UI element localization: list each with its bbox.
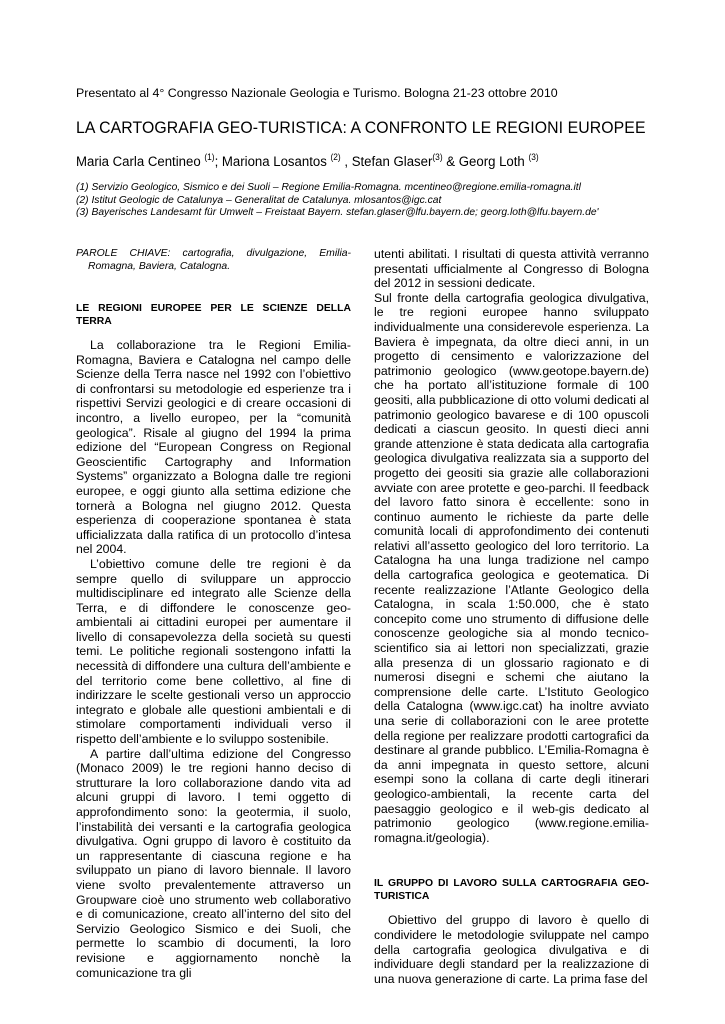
affiliation-line: (1) Servizio Geologico, Sismico e dei Suoli – Regione Emilia-Romagna. mcentineo@regione.emilia-romagna.itl — [76, 182, 581, 193]
keywords: PAROLE CHIAVE: cartografia, divulgazione, Emilia-Romagna, Baviera, Catalogna. — [76, 248, 351, 272]
author-name: Maria Carla Centineo — [76, 154, 205, 170]
affiliations — [76, 182, 599, 220]
author-affiliation-mark: (2) — [330, 152, 341, 162]
body-paragraph: utenti abilitati. I risultati di questa attività verranno presentati ufficialmente al Congresso di Bologna del 2012 in sessioni dedicate. — [374, 247, 649, 291]
author-list — [76, 152, 539, 170]
affiliation-line: (2) Istitut Geologic de Catalunya – Generalitat de Catalunya. mlosantos@igc.cat — [76, 194, 442, 206]
body-paragraph: Sul fronte della cartografia geologica divulgativa, le tre regioni europee hanno sviluppato individualmente una considerevole esperienza. La Baviera è impegnata, da oltre dieci anni, in un progetto di censimento e valorizzazione del patrimonio geologico (www.geotope.bayern.de) che ha portato all’istituzione formale di 100 geositi, alla pubblicazione di otto volumi dedicati al patrimonio geologico bavarese e di 100 opuscoli dedicati a ciascun geosito. In questi dieci anni grande attenzione è stata dedicata alla cartografia geologica divulgativa realizzata sia a supporto del progetto dei geositi sia grazie alle collaborazioni avviate con aree protette e geo-parchi. Il feedback del lavoro fatto sinora è eccellente: sono in continuo aumento le richieste da parte delle comunità locali di approfondimento dei contenuti relativi all’assetto geologico del loro territorio. La Catalogna ha una lunga tradizione nel campo della cartografica geologica e geotematica. Di recente realizzazione l’Atlante Geologico della Catalogna, in scala 1:50.000, che è stato concepito come uno strumento di diffusione delle conoscenze geologiche sia al mondo tecnico-scientifico sia ai lettori non specializzati, grazie alla presenza di un glossario ragionato e di numerosi disegni e schemi che aiutano la comprensione delle carte. L’Istituto Geologico della Catalogna (www.igc.cat) ha inoltre avviato una serie di collaborazioni con le aree protette della regione per realizzare prodotti cartografici da destinare al grande pubblico. L’Emilia-Romagna è da anni impegnata in questo settore, alcuni esempi sono la collana di carte degli itinerari geologico-ambientali, la recente carta del paesaggio geologico e il web-gis dedicato al patrimonio geologico (www.regione.emilia-romagna.it/geologia). — [374, 290, 649, 845]
author-separator: , — [340, 154, 352, 170]
author-name: Stefan Glaser — [351, 154, 433, 170]
body-paragraph: A partire dall’ultima edizione del Congresso (Monaco 2009) le tre regioni hanno deciso di strutturare la loro collaborazione dando vita ad alcuni gruppi di lavoro. I temi oggetto di approfondimento sono: la geotermia, il suolo, l’instabilità dei versanti e la cartografia geologica divulgativa. Ogni gruppo di lavoro è costituito da un rappresentante di ciascuna regione e ha sviluppato un piano di lavoro biennale. Il lavoro viene svolto prevalentemente attraverso un Groupware cioè uno strumento web collaborativo e di comunicazione, creato all’interno del sito del Servizio Geologico Sismico e dei Suoli, che permette lo scambio di documenti, la loro revisione e aggiornamento nonchè la comunicazione tra gli — [76, 746, 351, 980]
author-separator: ; — [214, 154, 222, 170]
author-affiliation-mark: (3) — [528, 152, 539, 162]
section-heading: IL GRUPPO DI LAVORO SULLA CARTOGRAFIA GEO-TURISTICA — [374, 878, 649, 903]
body-paragraph: L’obiettivo comune delle tre regioni è da sempre quello di sviluppare un approccio multidisciplinare ed integrato alle Scienze della Terra, e di diffondere le conoscenze geo-ambientali ai cittadini europei per aumentare il livello di consapevolezza della società su questi temi. Le politiche regionali sostengono infatti la necessità di diffondere una cultura dell’ambiente e del territorio come bene collettivo, al fine di indirizzare le scelte gestionali verso un approccio integrato e globale alle questioni ambientali e di stimolare comportamenti individuali verso il rispetto dell’ambiente e lo sviluppo sostenibile. — [76, 556, 351, 747]
conference-line: Presentato al 4° Congresso Nazionale Geologia e Turismo. Bologna 21-23 ottobre 2010 — [76, 86, 558, 100]
right-column — [374, 247, 649, 986]
body-paragraph: Obiettivo del gruppo di lavoro è quello di condividere le metodologie sviluppate nel campo della cartografia geologica divulgativa e di individuare degli standard per la realizzazione di una nuova generazione di carte. La prima fase del — [374, 913, 649, 986]
affiliation-line: (3) Bayerisches Landesamt für Umwelt – Freistaat Bayern. stefan.glaser@lfu.bayern.de; georg.loth@lfu.bayern.de' — [76, 207, 599, 219]
author-affiliation-mark: (3) — [432, 152, 443, 162]
author-name: Mariona Losantos — [221, 154, 331, 170]
author-separator: & — [442, 154, 459, 170]
section-heading: LE REGIONI EUROPEE PER LE SCIENZE DELLA TERRA — [76, 303, 351, 327]
paper-title: LA CARTOGRAFIA GEO-TURISTICA: A CONFRONTO LE REGIONI EUROPEE — [76, 118, 646, 137]
author-affiliation-mark: (1) — [204, 152, 215, 162]
body-paragraph: La collaborazione tra le Regioni Emilia-Romagna, Baviera e Catalogna nel campo delle Scienze della Terra nasce nel 1992 con l’obiettivo di confrontarsi su metodologie ed esperienze tra i rispettivi Servizi geologici e di creare occasioni di incontro, a livello europeo, per la “comunità geologica”. Risale al giugno del 1994 la prima edizione del “European Congress on Regional Geoscientific Cartography and Information Systems” organizzato a Bologna dalle tre regioni europee, e oggi giunto alla settima edizione che tornerà a Bologna nel giugno 2012. Questa esperienza di cooperazione spontanea è stata ufficializzata dalla ratifica di un protocollo d’intesa nel 2004. — [76, 338, 351, 557]
author-name: Georg Loth — [458, 154, 529, 170]
left-column — [76, 247, 351, 980]
